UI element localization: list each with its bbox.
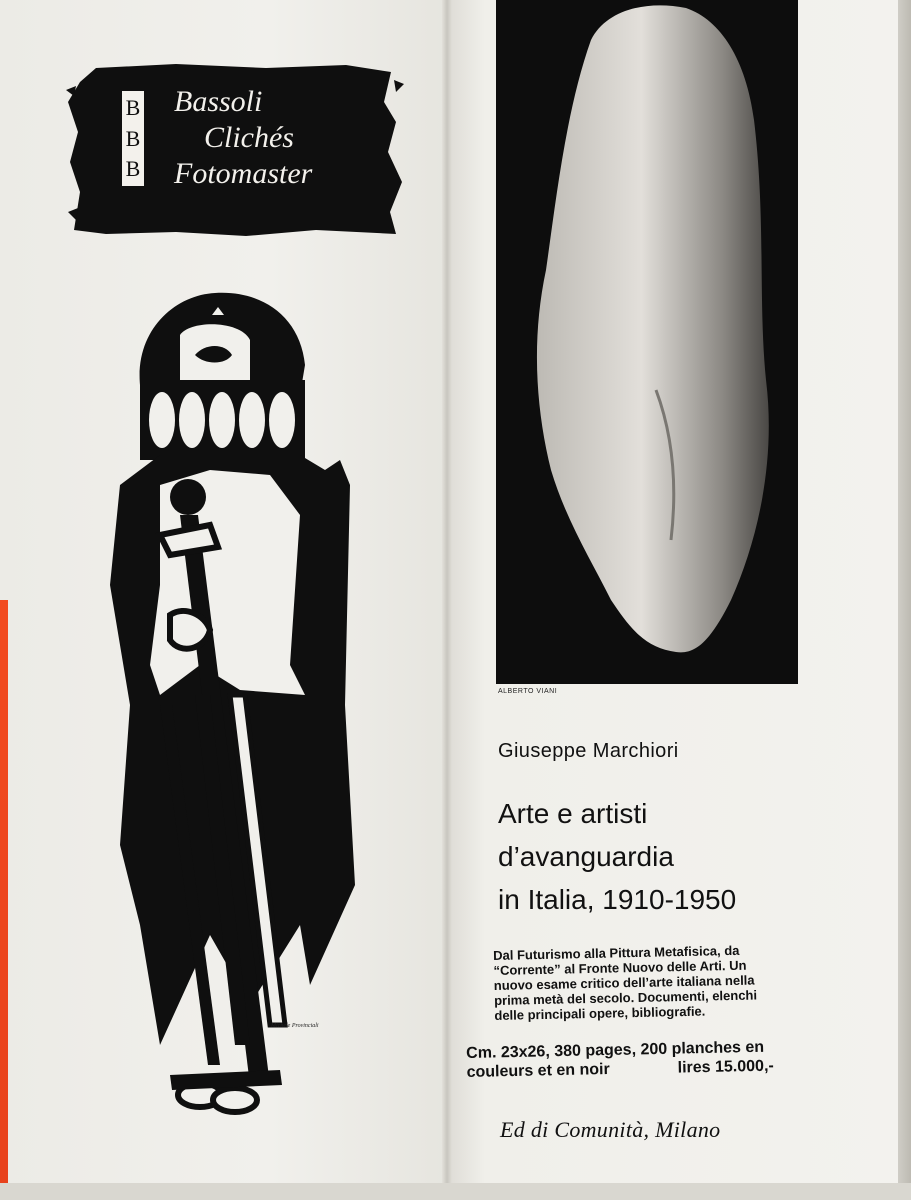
logo-bbb-mark (122, 91, 144, 186)
logo-line-cliches: Clichés (204, 121, 294, 154)
book-description (493, 940, 864, 1023)
photo-caption: ALBERTO VIANI (498, 688, 558, 695)
specs-line: Cm. 23x26, 380 pages, 200 planches en (466, 1038, 765, 1062)
description-line: delle principali opere, bibliografie. (494, 1003, 706, 1023)
sculpture-image (496, 0, 798, 684)
right-page-edge (898, 0, 911, 1200)
book-gutter (442, 0, 452, 1200)
sculpture-photo (496, 0, 798, 684)
description-line: “Corrente” al Fronte Nuovo delle Arti. Un (493, 957, 747, 978)
book-price: lires 15.000,- (677, 1057, 774, 1077)
book-specs (466, 1038, 774, 1082)
description-line: Dal Futurismo alla Pittura Metafisica, da (493, 942, 740, 963)
red-page-edge (0, 600, 8, 1200)
logo-letter: B (125, 125, 141, 151)
pierrot-illustration (100, 285, 400, 1145)
book-title-line: Arte e artisti (498, 798, 648, 829)
logo-letter: B (125, 156, 141, 181)
description-line: prima metà del secolo. Documenti, elenchi (493, 987, 758, 1008)
book-title-line: in Italia, 1910-1950 (498, 884, 737, 915)
logo-letter: B (125, 95, 141, 120)
logo-wordmark (174, 84, 312, 192)
description-line: nuovo esame critico dell’arte italiana nella (493, 972, 755, 993)
logo-line-fotomaster: Fotomaster (174, 157, 313, 190)
book-title-line: d’avanguardia (498, 841, 674, 872)
book-title (498, 792, 736, 921)
bassoli-logo (66, 62, 404, 238)
specs-line: couleurs et en noir (466, 1060, 610, 1081)
logo-line-bassoli: Bassoli (174, 85, 263, 118)
bottom-page-edge (0, 1183, 911, 1200)
artist-signature: Michele Provinciali (271, 1023, 319, 1029)
book-author: Giuseppe Marchiori (498, 740, 679, 762)
book-publisher: Ed di Comunità, Milano (500, 1117, 721, 1142)
